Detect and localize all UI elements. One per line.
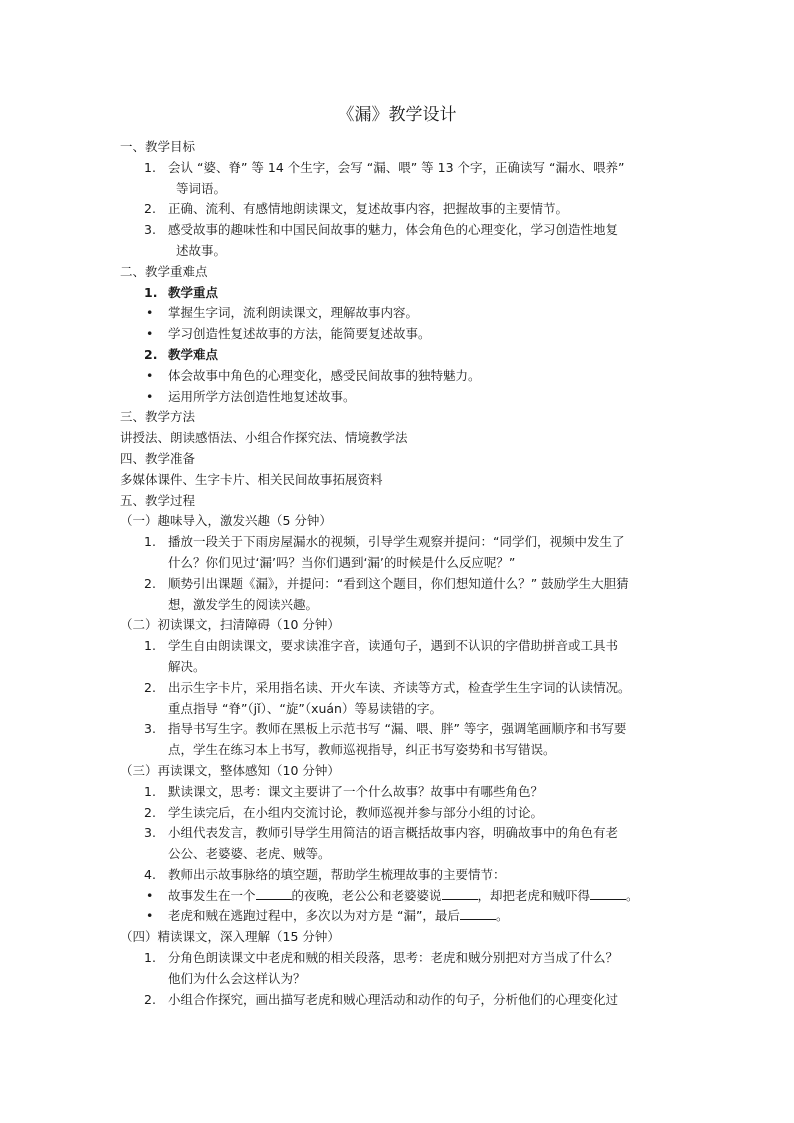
bullet-icon: • [146, 908, 154, 924]
list-text: 分角色朗读课文中老虎和贼的相关段落，思考：老虎和贼分别把对方当成了什么？ [168, 950, 619, 966]
subheading-key [120, 283, 680, 304]
bullet-item [120, 387, 680, 408]
list-item [120, 865, 680, 886]
bullet-icon: • [146, 887, 154, 903]
list-text-continued: 等词语。 [176, 180, 227, 196]
list-text: 默读课文，思考：课文主要讲了一个什么故事？故事中有哪些角色？ [168, 783, 544, 799]
list-item [120, 678, 680, 699]
bullet-text: 运用所学方法创造性地复述故事。 [168, 388, 356, 404]
section-heading-objectives: 一、教学目标 [120, 139, 196, 154]
bullet-item-fill-blank [120, 906, 680, 927]
bullet-icon: • [146, 305, 154, 321]
bullet-text: ，却把老虎和贼吓得 [477, 887, 591, 903]
list-text-continued-row [120, 699, 680, 720]
bullet-icon: • [146, 326, 154, 342]
list-number: 4. [144, 866, 156, 882]
list-text-continued: 点，学生在练习本上书写，教师巡视指导，纠正书写姿势和书写错误。 [168, 742, 556, 758]
list-number: 1. [144, 950, 156, 966]
list-item [120, 782, 680, 803]
list-item [120, 719, 680, 740]
list-item [120, 948, 680, 969]
list-item [120, 220, 680, 241]
list-text-continued-row [120, 657, 680, 678]
bullet-item-fill-blank [120, 886, 680, 907]
fill-blank [460, 907, 496, 920]
list-text: 会认 “婆、脊” 等 14 个生字，会写 “漏、喂” 等 13 个字，正确读写 “漏水、喂养” [168, 159, 625, 175]
bullet-icon: • [146, 388, 154, 404]
list-text-continued-row [120, 553, 680, 574]
list-item [120, 823, 680, 844]
fill-blank [256, 887, 292, 900]
list-number: 3. [144, 222, 156, 238]
list-text: 出示生字卡片，采用指名读、开火车读、齐读等方式，检查学生生字词的认读情况。 [168, 679, 631, 695]
paragraph-preparation: 多媒体课件、生字卡片、相关民间故事拓展资料 [120, 471, 383, 487]
list-number: 2. [144, 575, 156, 591]
list-item [120, 158, 680, 179]
list-number: 2. [144, 804, 156, 820]
list-number: 1. [144, 159, 156, 175]
list-text-continued-row [120, 969, 680, 990]
list-text: 顺势引出课题《漏》，并提问：“看到这个题目，你们想知道什么？” 鼓励学生大胆猜 [168, 575, 629, 591]
bullet-text: 。 [495, 908, 509, 924]
list-text-continued: 什么？你们见过‘漏’吗？当你们遇到‘漏’的时候是什么反应呢？” [168, 554, 516, 570]
list-text: 小组合作探究，画出描写老虎和贼心理活动和动作的句子，分析他们的心理变化过 [168, 991, 619, 1007]
list-number: 2. [144, 991, 156, 1007]
list-text-continued: 他们为什么会这样认为？ [168, 970, 306, 986]
bullet-text: 掌握生字词，流利朗读课文，理解故事内容。 [168, 305, 419, 321]
subheading-difficulty [120, 345, 680, 366]
list-item [120, 803, 680, 824]
section-heading-key-points: 二、教学重难点 [120, 263, 208, 279]
list-text-continued: 公公、老婆婆、老虎、贼等。 [168, 846, 331, 862]
bullet-text: 学习创造性复述故事的方法，能简要复述故事。 [168, 326, 431, 342]
bullet-item [120, 324, 680, 345]
list-text-continued-row [120, 595, 680, 616]
list-text-continued: 重点指导 “脊”（jǐ）、“旋”（xuán）等易读错的字。 [168, 700, 442, 716]
list-text-continued: 想，激发学生的阅读兴趣。 [168, 596, 319, 612]
list-text: 播放一段关于下雨房屋漏水的视频，引导学生观察并提问：“同学们，视频中发生了 [168, 534, 625, 550]
bullet-text: 体会故事中角色的心理变化，感受民间故事的独特魅力。 [168, 367, 481, 383]
paragraph-methods: 讲授法、朗读感悟法、小组合作探究法、情境教学法 [120, 430, 408, 446]
list-text: 小组代表发言，教师引导学生用简洁的语言概括故事内容，明确故事中的角色有老 [168, 825, 619, 841]
bullet-text: 。 [626, 887, 639, 903]
bullet-text: 故事发生在一个 [168, 887, 256, 903]
list-text-continued-row [120, 740, 680, 761]
section-heading-methods: 三、教学方法 [120, 409, 196, 425]
list-text: 学生自由朗读课文，要求读准字音，读通句子，遇到不认识的字借助拼音或工具书 [168, 638, 619, 654]
list-text: 指导书写生字。教师在黑板上示范书写 “漏、喂、胖” 等字，强调笔画顺序和书写要 [168, 721, 627, 737]
list-number: 2. [144, 201, 156, 217]
bullet-text: 的夜晚，老公公和老婆婆说 [291, 887, 442, 903]
list-number: 2. [144, 346, 158, 362]
list-text-continued: 解决。 [168, 658, 206, 674]
list-item [120, 636, 680, 657]
bullet-icon: • [146, 367, 154, 383]
bullet-item [120, 366, 680, 387]
fill-blank [590, 887, 626, 900]
fill-blank [442, 887, 478, 900]
list-number: 1. [144, 638, 156, 654]
part-heading-3: （三）再读课文，整体感知（10 分钟） [120, 762, 340, 778]
list-number: 2. [144, 679, 156, 695]
document-title: 《漏》教学设计 [337, 105, 457, 125]
list-item [120, 532, 680, 553]
subheading-text: 教学难点 [168, 346, 219, 362]
section-heading-process: 五、教学过程 [120, 492, 196, 508]
document-body [120, 137, 680, 1010]
list-number: 1. [144, 534, 156, 550]
list-number: 1. [144, 284, 158, 300]
list-text: 教师出示故事脉络的填空题，帮助学生梳理故事的主要情节： [168, 866, 506, 882]
list-number: 1. [144, 783, 156, 799]
part-heading-2: （二）初读课文，扫清障碍（10 分钟） [120, 617, 340, 633]
list-text-continued: 述故事。 [176, 242, 227, 258]
bullet-text: 老虎和贼在逃跑过程中，多次以为对方是 “漏”，最后 [168, 908, 460, 924]
list-text: 正确、流利、有感情地朗读课文，复述故事内容，把握故事的主要情节。 [168, 201, 569, 217]
bullet-item [120, 303, 680, 324]
list-number: 3. [144, 721, 156, 737]
list-number: 3. [144, 825, 156, 841]
list-text-continued-row [120, 844, 680, 865]
list-item [120, 199, 680, 220]
list-text: 学生读完后，在小组内交流讨论，教师巡视并参与部分小组的讨论。 [168, 804, 544, 820]
list-text: 感受故事的趣味性和中国民间故事的魅力，体会角色的心理变化，学习创造性地复 [168, 222, 619, 238]
list-item [120, 574, 680, 595]
section-heading-preparation: 四、教学准备 [120, 450, 196, 466]
part-heading-4: （四）精读课文，深入理解（15 分钟） [120, 929, 340, 945]
subheading-text: 教学重点 [168, 284, 219, 300]
list-item [120, 990, 680, 1011]
part-heading-1: （一）趣味导入，激发兴趣（5 分钟） [120, 513, 332, 529]
